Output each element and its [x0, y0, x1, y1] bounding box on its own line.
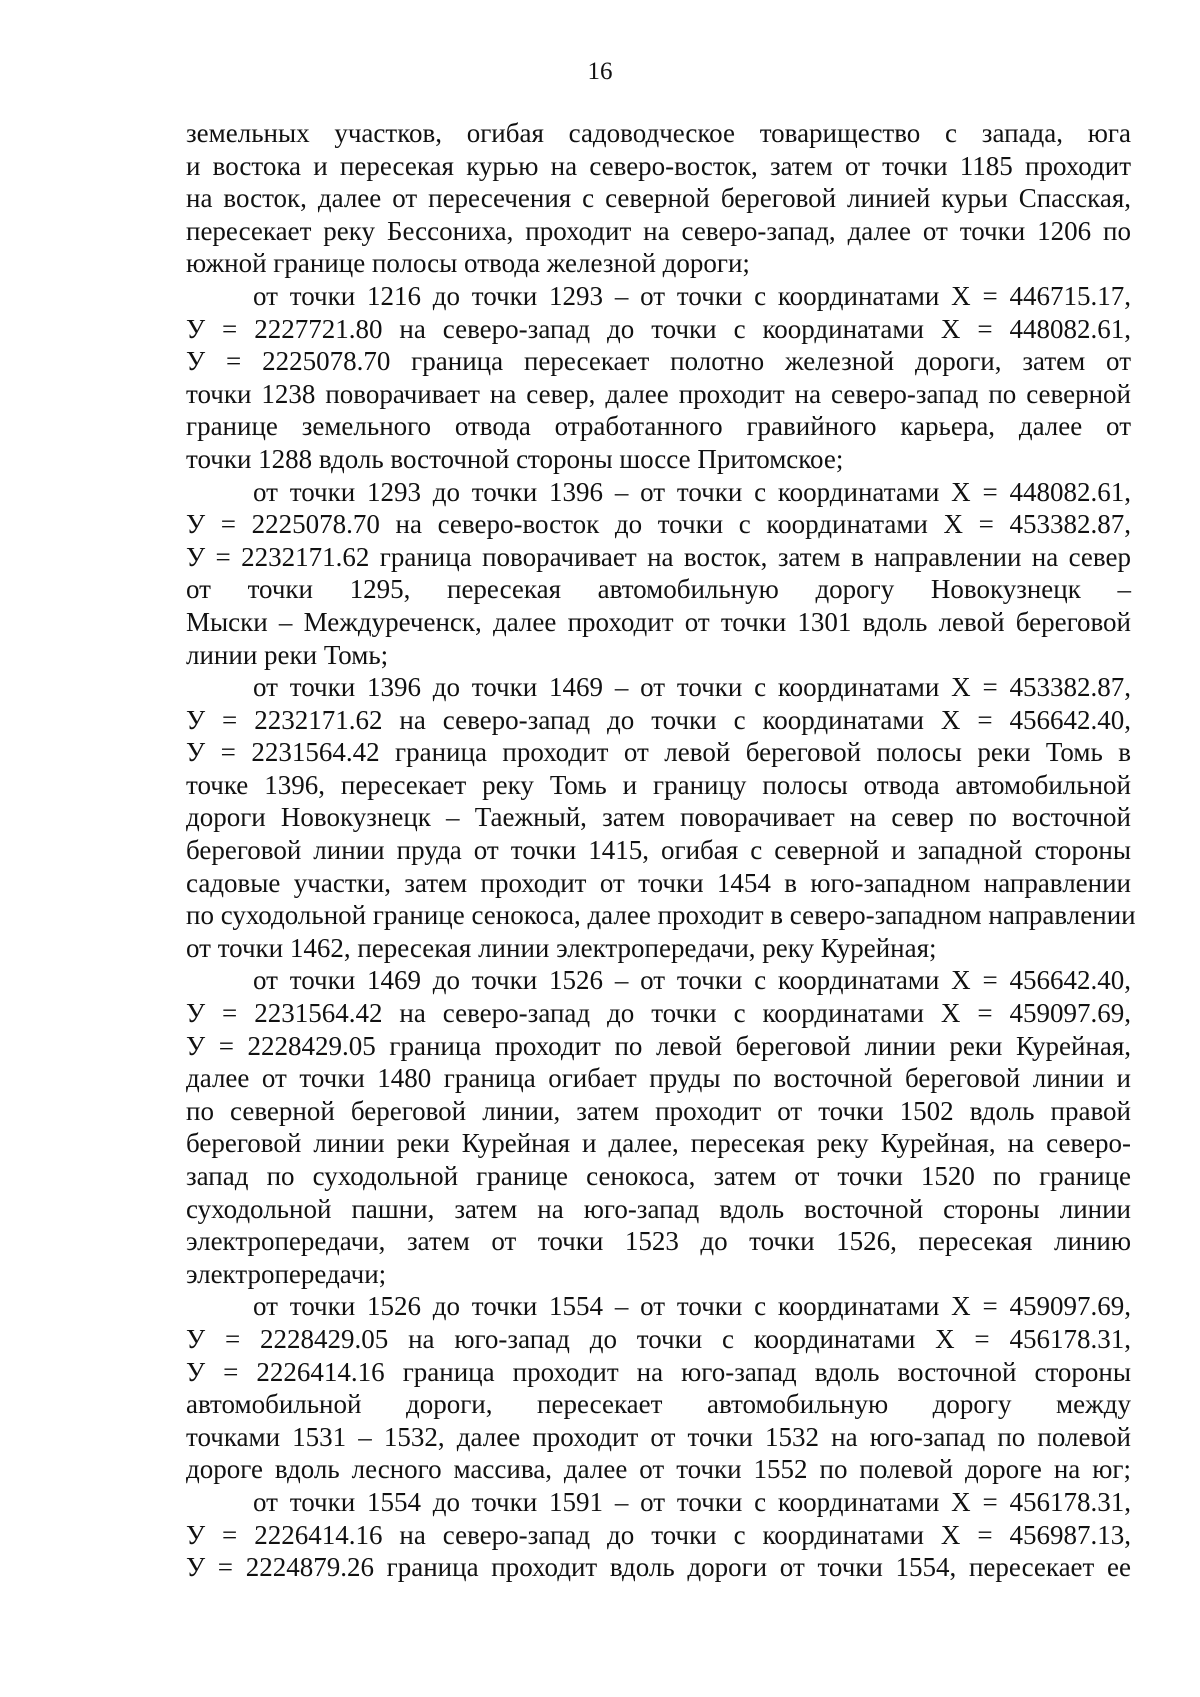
- text-line: от точки 1462, пересекая линии электропередачи, реку Курейная;: [186, 932, 937, 963]
- document-body-text: [186, 117, 1136, 1584]
- text-line: У = 2231564.42 на северо-запад до точки с координатами Х = 459097.69,: [186, 998, 1131, 1029]
- text-line: по суходольной границе сенокоса, далее проходит в северо-западном направлении: [186, 900, 1136, 931]
- text-line: У = 2225078.70 на северо-восток до точки с координатами Х = 453382.87,: [186, 509, 1131, 540]
- text-line: южной границе полосы отвода железной дороги;: [186, 248, 750, 279]
- text-line: точки 1288 вдоль восточной стороны шоссе Притомское;: [186, 443, 844, 474]
- paragraph-first-line: от точки 1526 до точки 1554 – от точки с координатами Х = 459097.69,: [253, 1291, 1131, 1322]
- text-line: дороги Новокузнецк – Таежный, затем поворачивает на север по восточной: [186, 802, 1131, 833]
- page-number: 16: [587, 58, 613, 85]
- text-line: электропередачи;: [186, 1258, 387, 1289]
- text-line: точками 1531 – 1532, далее проходит от точки 1532 на юго-запад по полевой: [186, 1421, 1131, 1452]
- paragraph-first-line: от точки 1293 до точки 1396 – от точки с координатами Х = 448082.61,: [253, 476, 1131, 507]
- text-line: Мыски – Междуреченск, далее проходит от точки 1301 вдоль левой береговой: [186, 606, 1131, 637]
- text-line: садовые участки, затем проходит от точки 1454 в юго-западном направлении: [186, 867, 1131, 898]
- text-line: автомобильной дороги, пересекает автомобильную дорогу между: [186, 1389, 1131, 1420]
- text-line: береговой линии пруда от точки 1415, огибая с северной и западной стороны: [186, 835, 1131, 866]
- text-line: далее от точки 1480 граница огибает пруды по восточной береговой линии и: [186, 1063, 1131, 1094]
- text-line: точки 1238 поворачивает на север, далее проходит на северо-запад по северной: [186, 378, 1131, 409]
- text-line: границе земельного отвода отработанного гравийного карьера, далее от: [186, 411, 1131, 442]
- text-line: У = 2227721.80 на северо-запад до точки с координатами Х = 448082.61,: [186, 313, 1131, 344]
- text-line: точке 1396, пересекает реку Томь и границу полосы отвода автомобильной: [186, 769, 1131, 800]
- text-line: от точки 1295, пересекая автомобильную дорогу Новокузнецк –: [186, 574, 1131, 605]
- paragraph-first-line: от точки 1396 до точки 1469 – от точки с координатами Х = 453382.87,: [253, 672, 1131, 703]
- text-line: дороге вдоль лесного массива, далее от точки 1552 по полевой дороге на юг;: [186, 1454, 1131, 1485]
- paragraph-first-line: от точки 1216 до точки 1293 – от точки с координатами Х = 446715.17,: [253, 280, 1131, 311]
- text-line: по северной береговой линии, затем проходит от точки 1502 вдоль правой: [186, 1095, 1131, 1126]
- text-line: запад по суходольной границе сенокоса, затем от точки 1520 по границе: [186, 1161, 1131, 1191]
- text-line: У = 2225078.70 граница пересекает полотно железной дороги, затем от: [186, 346, 1131, 377]
- text-line: на восток, далее от пересечения с северной береговой линией курьи Спасская,: [186, 183, 1131, 214]
- text-line: У = 2232171.62 на северо-запад до точки с координатами Х = 456642.40,: [186, 704, 1131, 735]
- text-line: У = 2232171.62 граница поворачивает на восток, затем в направлении на север: [186, 541, 1131, 572]
- text-line: У = 2226414.16 граница проходит на юго-запад вдоль восточной стороны: [186, 1356, 1131, 1387]
- text-line: и востока и пересекая курью на северо-восток, затем от точки 1185 проходит: [186, 150, 1131, 181]
- text-line: электропередачи, затем от точки 1523 до точки 1526, пересекая линию: [186, 1226, 1131, 1257]
- text-line: суходольной пашни, затем на юго-запад вдоль восточной стороны линии: [186, 1193, 1131, 1224]
- text-line: У = 2228429.05 граница проходит по левой береговой линии реки Курейная,: [186, 1030, 1131, 1061]
- paragraph-first-line: от точки 1469 до точки 1526 – от точки с координатами Х = 456642.40,: [253, 965, 1131, 996]
- text-line: линии реки Томь;: [186, 639, 389, 670]
- paragraph-first-line: от точки 1554 до точки 1591 – от точки с координатами Х = 456178.31,: [253, 1486, 1131, 1517]
- text-line: пересекает реку Бессониха, проходит на северо-запад, далее от точки 1206 по: [186, 215, 1131, 246]
- text-line: береговой линии реки Курейная и далее, пересекая реку Курейная, на северо-: [186, 1128, 1131, 1159]
- text-line: У = 2226414.16 на северо-запад до точки с координатами Х = 456987.13,: [186, 1519, 1131, 1550]
- text-line: У = 2231564.42 граница проходит от левой береговой полосы реки Томь в: [186, 737, 1131, 768]
- text-line: земельных участков, огибая садоводческое товарищество с запада, юга: [186, 118, 1131, 148]
- text-line: У = 2224879.26 граница проходит вдоль дороги от точки 1554, пересекает ее: [186, 1552, 1131, 1583]
- text-line: У = 2228429.05 на юго-запад до точки с координатами Х = 456178.31,: [186, 1323, 1131, 1354]
